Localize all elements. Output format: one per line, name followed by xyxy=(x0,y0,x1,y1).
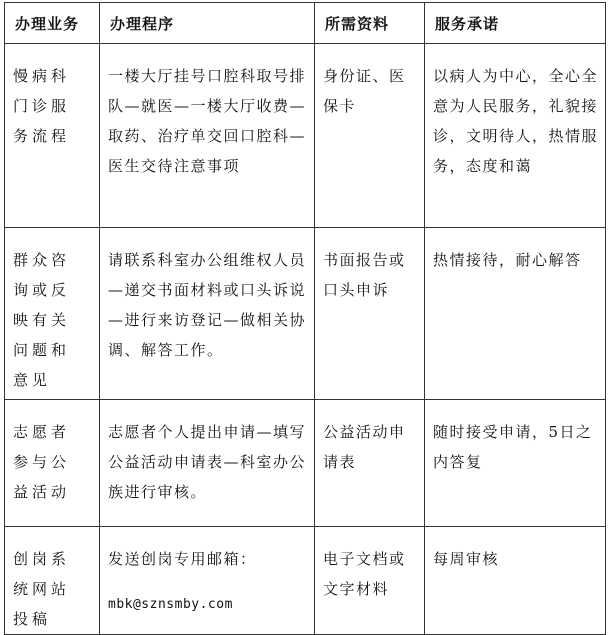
table-row xyxy=(5,228,606,400)
cell-business xyxy=(5,527,100,635)
business-text: 创岗系统网站投稿 xyxy=(13,550,71,628)
cell-procedure xyxy=(100,527,315,635)
cell-commitment xyxy=(425,228,606,400)
procedure-text: 发送创岗专用邮箱： xyxy=(108,550,257,568)
cell-materials xyxy=(315,527,425,635)
commitment-text: 随时接受申请，5日之内答复 xyxy=(433,423,593,471)
materials-text: 书面报告或口头申诉 xyxy=(323,251,406,299)
cell-materials xyxy=(315,400,425,527)
commitment-text: 每周审核 xyxy=(433,550,500,568)
cell-materials xyxy=(315,44,425,228)
cell-procedure xyxy=(100,400,315,527)
table-row xyxy=(5,44,606,228)
commitment-text: 以病人为中心，全心全意为人民服务，礼貌接诊，文明待人，热情服务，态度和蔼 xyxy=(433,67,599,175)
header-commitment: 服务承诺 xyxy=(425,3,606,44)
header-materials: 所需资料 xyxy=(315,3,425,44)
cell-commitment xyxy=(425,527,606,635)
materials-text: 公益活动申请表 xyxy=(323,423,406,471)
cell-procedure xyxy=(100,228,315,400)
cell-business xyxy=(5,400,100,527)
cell-commitment xyxy=(425,44,606,228)
business-text: 志愿者参与公益活动 xyxy=(13,423,71,501)
cell-materials xyxy=(315,228,425,400)
business-text: 群众咨询或反映有关问题和意见 xyxy=(13,251,71,389)
table-row xyxy=(5,400,606,527)
service-table xyxy=(4,2,606,635)
materials-text: 身份证、医保卡 xyxy=(323,67,406,115)
commitment-text: 热情接待，耐心解答 xyxy=(433,251,582,269)
procedure-text: 请联系科室办公组维权人员—递交书面材料或口头诉说—进行来访登记—做相关协调、解答工作。 xyxy=(108,251,307,359)
cell-procedure xyxy=(100,44,315,228)
submission-email: mbk@sznsmby.com xyxy=(108,597,233,612)
procedure-text: 志愿者个人提出申请—填写公益活动申请表—科室办公族进行审核。 xyxy=(108,423,307,501)
cell-business xyxy=(5,44,100,228)
table-row xyxy=(5,527,606,635)
cell-commitment xyxy=(425,400,606,527)
business-text: 慢病科门诊服务流程 xyxy=(13,67,71,145)
header-business: 办理业务 xyxy=(5,3,100,44)
cell-business xyxy=(5,228,100,400)
procedure-text: 一楼大厅挂号口腔科取号排队—就医—一楼大厅收费—取药、治疗单交回口腔科—医生交待注意事项 xyxy=(108,67,307,175)
header-procedure: 办理程序 xyxy=(100,3,315,44)
table-header-row xyxy=(5,3,606,44)
materials-text: 电子文档或文字材料 xyxy=(323,550,406,598)
